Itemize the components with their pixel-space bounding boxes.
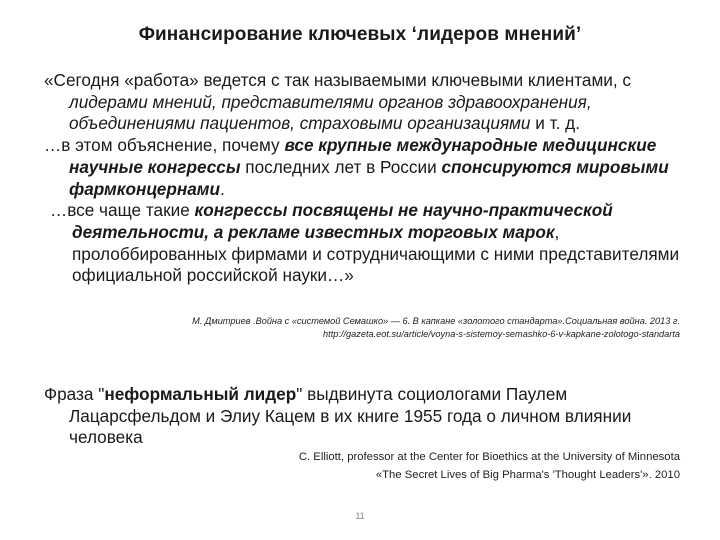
quote-p3-emphasis: конгрессы посвящены не научно-практической деятельности, а рекламе известных торговых марок	[72, 200, 613, 242]
reference-author: C. Elliott, professor at the Center for Bioethics at the University of Minnesota	[298, 451, 680, 463]
reference-title: «The Secret Lives of Big Pharma's 'Thought Leaders'». 2010	[375, 469, 680, 481]
quote-p1-text-a: «Сегодня «работа» ведется с так называемыми ключевыми клиентами, с	[44, 70, 632, 90]
quote-p2-text-a: …в этом объяснение, почему	[44, 135, 285, 156]
quote-p1-text-c: и т. д.	[530, 113, 580, 134]
phrase-text-c: " выдвинута социологами Паулем Лацарсфельдом и Элиу Кацем в их книге 1955 года о личном влиянии человека	[69, 384, 632, 448]
phrase-term: неформальный лидер	[104, 384, 297, 404]
phrase-text-a: Фраза "	[44, 384, 105, 404]
quote-p2-emphasis-1: все крупные международные медицинские научные конгрессы	[69, 135, 657, 177]
quote-p2-emphasis-2: спонсируются мировыми фармконцернами	[69, 156, 669, 199]
quote-paragraph-3	[44, 200, 689, 287]
page-number: 11	[355, 511, 365, 521]
quote-paragraph-1	[44, 70, 689, 135]
quote-citation-author: М. Дмитриев .Война с «системой Семашко» — 6. В капкане «золотого стандарта».Социальная война. 2013 г.	[192, 316, 680, 326]
quote-paragraph-2	[44, 135, 689, 200]
slide-title: Финансирование ключевых ‘лидеров мнений’	[138, 24, 582, 45]
quote-p2-text-c: последних лет в России	[240, 156, 442, 177]
quote-p1-emphasis: лидерами мнений, представителями органов здравоохранения, объединениями пациентов, страховыми организациями	[69, 91, 592, 134]
phrase-paragraph	[44, 384, 684, 449]
quote-p2-text-e: .	[220, 178, 225, 199]
quote-citation-url[interactable]: http://gazeta.eot.su/article/voyna-s-sistemoy-semashko-6-v-kapkane-zolotogo-standarta	[323, 329, 680, 339]
phrase-block	[44, 384, 684, 449]
quote-block	[44, 70, 689, 287]
quote-p3-text-c: , пролоббированных фирмами и сотрудничающими с ними представителями официальной российской науки…»	[72, 221, 680, 286]
quote-p3-text-a: …все чаще такие	[50, 200, 195, 221]
